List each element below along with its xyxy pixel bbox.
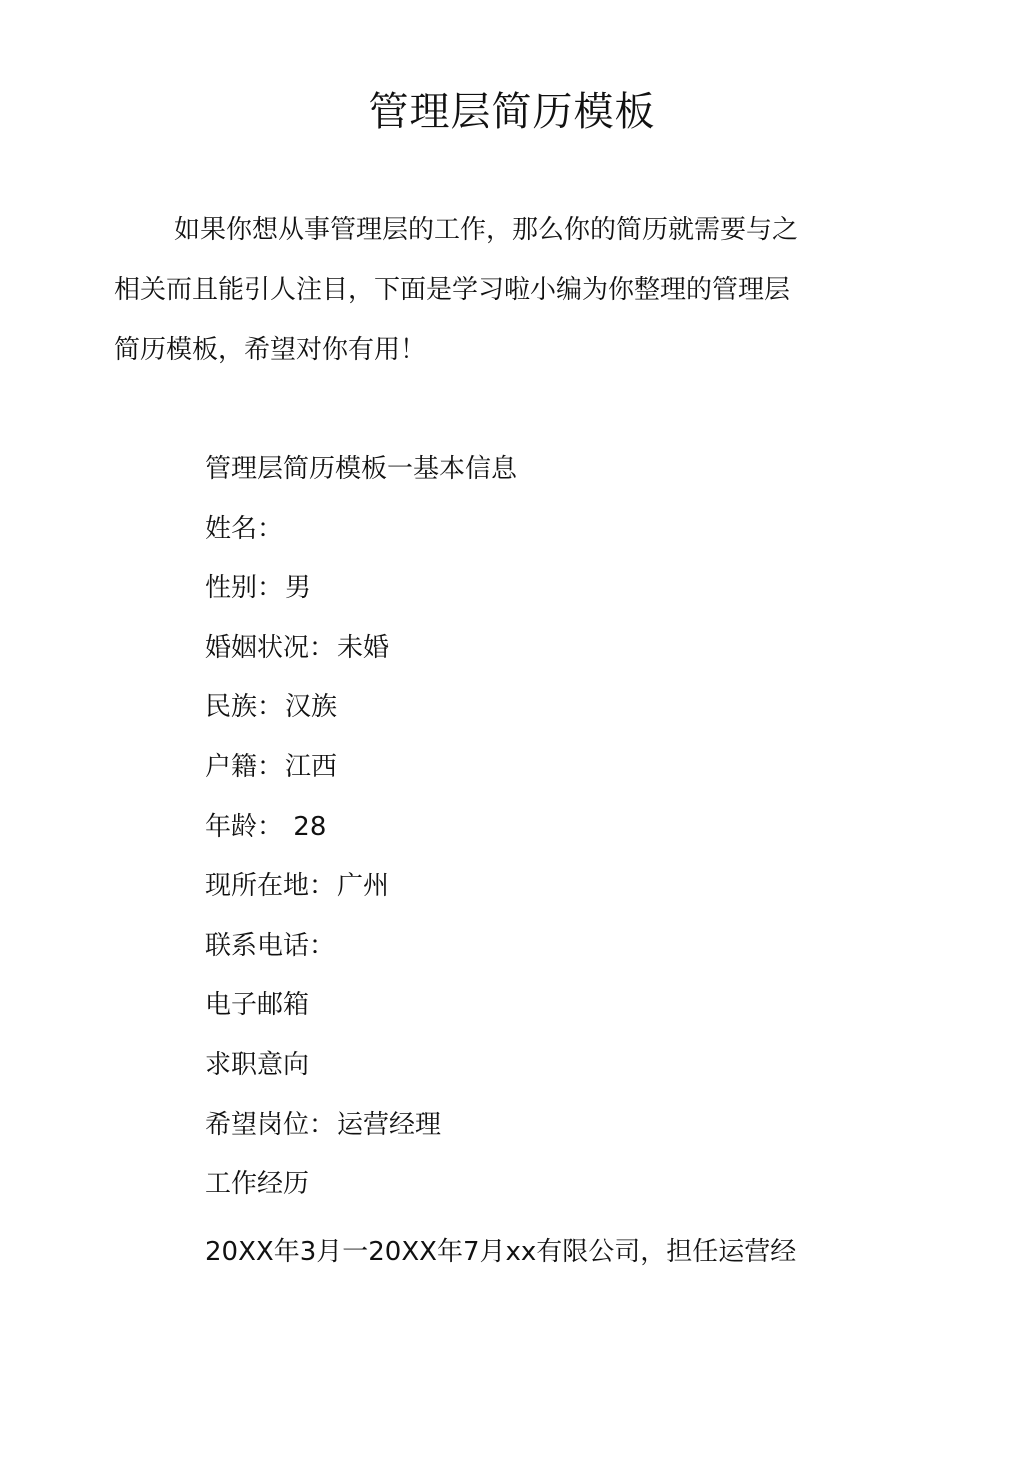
field-marital-status [205, 619, 905, 679]
field-household-registration [205, 738, 905, 798]
section-heading: 管理层简历模板一基本信息 [205, 454, 518, 484]
field-current-location [205, 857, 905, 917]
work-experience-heading: 工作经历 [205, 1169, 310, 1200]
intro-line: 如果你想从事管理层的工作，那么你的简历就需要与之 [174, 215, 799, 245]
field-label: 希望岗位： [205, 1109, 336, 1140]
field-label: 婚姻状况： [205, 632, 336, 663]
field-label: 年龄： [205, 811, 284, 842]
intro-line: 相关而且能引人注目，下面是学习啦小编为你整理的管理层 [114, 275, 791, 305]
field-value: 汉族 [285, 692, 338, 723]
field-label: 户籍： [205, 751, 284, 782]
field-ethnicity [205, 678, 905, 738]
field-label: 现所在地： [205, 871, 336, 902]
field-label: 联系电话： [205, 930, 336, 961]
field-value: 28 [285, 811, 327, 842]
field-value: 未婚 [337, 632, 390, 663]
field-value: 江西 [285, 751, 338, 782]
field-value: 男 [285, 573, 312, 604]
work-experience-entry: 20XX年3月一20XX年7月xx有限公司，担任运营经 [205, 1237, 797, 1267]
job-intent-heading: 求职意向 [205, 1049, 310, 1080]
field-name [205, 500, 905, 560]
field-label: 民族： [205, 692, 284, 723]
field-gender [205, 559, 905, 619]
field-value: 运营经理 [337, 1109, 442, 1140]
field-age [205, 798, 905, 858]
field-phone [205, 917, 905, 977]
intro-line: 简历模板，希望对你有用！ [114, 335, 427, 365]
field-label: 性别： [205, 573, 284, 604]
intro-paragraph [114, 200, 874, 380]
page-title: 管理层简历模板 [368, 89, 656, 135]
field-label: 姓名： [205, 513, 284, 544]
email-heading: 电子邮箱 [205, 990, 310, 1021]
basic-info-list [205, 440, 905, 1215]
field-value: 广州 [337, 871, 390, 902]
field-desired-position [205, 1096, 905, 1156]
